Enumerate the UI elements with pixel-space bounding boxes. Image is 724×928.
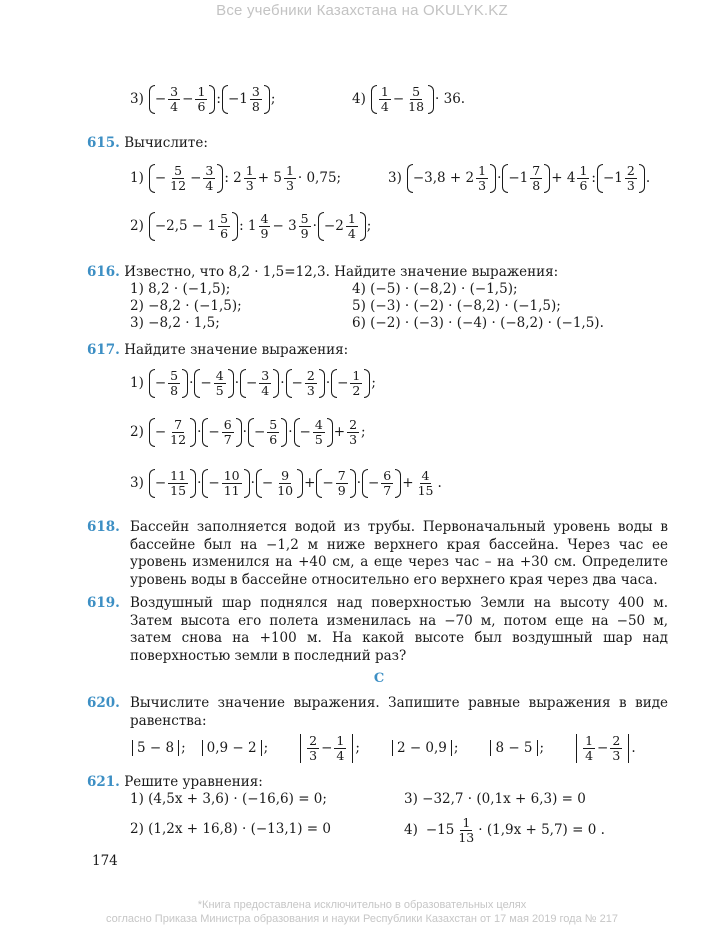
watermark-bottom-line-2: согласно Приказа Министра образования и науки Республики Казахстан от 17 мая 2019 года № 217 <box>106 913 618 925</box>
exercise-616-header <box>87 264 558 281</box>
exercise-title: Найдите значение выражения: <box>124 342 349 358</box>
exercise-615-header <box>87 135 208 152</box>
math-paren: − $\frac{2}{3}$ <box>286 369 325 398</box>
math-paren: − $\frac{3}{4}$ <box>240 369 279 398</box>
page-number: 174 <box>92 853 118 869</box>
exercise-620-text: Вычислите значение выражения. Запишите равные выражения в виде равенства: <box>130 695 668 729</box>
item-label: 1) <box>130 375 144 391</box>
item-label: 4) <box>404 822 418 838</box>
exercise-621-header <box>87 774 263 791</box>
math-paren: − $\frac{7}{9}$ <box>316 469 355 498</box>
exercise-620-number: 620. <box>87 695 120 711</box>
math-paren: −1 $\frac{3}{8}$ <box>222 85 270 114</box>
item-label: 3) <box>130 91 144 107</box>
item-label: 2) <box>130 218 144 234</box>
item-label: 1) <box>130 170 144 186</box>
math-paren: − $\frac{6}{7}$ <box>202 418 241 447</box>
exercise-title: Вычислите: <box>124 135 208 151</box>
equation-tail: · (1,9x + 5,7) = 0 . <box>478 822 605 838</box>
exercise-614-item-3: 3) − $\frac{3}{4}$ − $\frac{1}{6}$ : −1 $\frac{3}{8}$ ; <box>130 83 276 114</box>
exercise-620-expressions: 5 − 8 ; 0,9 − 2 ; $\frac{2}{3}$ − $\frac{1}{4}$ ; 2 − 0,9 ; 8 − 5 ; $\frac{1}{4}$ − $\frac{2}{3}$ . <box>130 726 636 770</box>
exercise-618-number: 618. <box>87 519 120 535</box>
exercise-title: Решите уравнения: <box>124 774 263 790</box>
exercise-617-item-1: 1) − $\frac{5}{8}$ · − $\frac{4}{5}$ · − $\frac{3}{4}$ · − $\frac{2}{3}$ · − $\frac{1}{2}$ ; <box>130 367 376 398</box>
math-paren: − $\frac{11}{15}$ <box>149 469 196 498</box>
math-paren: $\frac{1}{4}$ − $\frac{5}{18}$ <box>371 85 434 114</box>
abs-expression: 2 − 0,9 <box>392 740 452 756</box>
math-paren: − $\frac{4}{5}$ <box>194 369 233 398</box>
math-paren: − $\frac{4}{5}$ <box>294 418 333 447</box>
exercise-616-item-2: 2) −8,2 · (−1,5); <box>130 298 242 314</box>
exercise-614-item-4: 4) $\frac{1}{4}$ − $\frac{5}{18}$ · 36. <box>352 83 466 114</box>
item-label: 3) <box>130 475 144 491</box>
exercise-617-item-3: 3) − $\frac{11}{15}$ · − $\frac{10}{11}$ · − $\frac{9}{10}$ + − $\frac{7}{9}$ · − $\frac{6}{7}$ + $\frac{4}{15}$ . <box>130 467 442 498</box>
abs-expression: 0,9 − 2 <box>202 740 262 756</box>
math-paren: − $\frac{5}{8}$ <box>149 369 188 398</box>
exercise-616-item-3: 3) −8,2 · 1,5; <box>130 315 220 331</box>
exercise-621-item-3: 3) −32,7 · (0,1x + 6,3) = 0 <box>404 791 586 807</box>
exercise-619-number: 619. <box>87 595 120 611</box>
exercise-621-item-2: 2) (1,2x + 16,8) · (−13,1) = 0 <box>130 821 331 837</box>
math-paren: −1 $\frac{7}{8}$ <box>502 164 550 193</box>
exercise-618-text: Бассейн заполняется водой из трубы. Первоначальный уровень воды в бассейне был на −1,2 м ниже верхнего края бассейна. Через час ее уровень изменился на +40 см, а еще через час – на +30 см. Определите уровень воды в бассейне относительно его верхнего края через два часа. <box>130 519 668 588</box>
exercise-616-item-4: 4) (−5) · (−8,2) · (−1,5); <box>352 281 518 297</box>
exercise-number: 616. <box>87 264 120 280</box>
exercise-number: 615. <box>87 135 120 151</box>
exercise-number: 621. <box>87 774 120 790</box>
exercise-number: 617. <box>87 342 120 358</box>
math-paren: − $\frac{10}{11}$ <box>202 469 249 498</box>
exercise-619-text: Воздушный шар поднялся над поверхностью Земли на высоту 400 м. Затем высота его полета изменилась на −70 м, потом еще на −50 м, затем снова на +100 м. На какой высоте был воздушный шар над поверхностью земли в последний раз? <box>130 595 668 664</box>
watermark-bottom-line-1: *Книга предоставлена исключительно в образовательных целях <box>197 899 527 911</box>
exercise-title: Известно, что 8,2 · 1,5=12,3. Найдите значение выражения: <box>124 264 559 280</box>
abs-expression: $\frac{2}{3}$ − $\frac{1}{4}$ <box>300 734 353 763</box>
item-label: 4) <box>352 91 366 107</box>
item-label: 2) <box>130 424 144 440</box>
math-paren: − $\frac{1}{2}$ <box>331 369 370 398</box>
section-letter: C <box>373 671 385 686</box>
math-paren: − $\frac{9}{10}$ <box>256 469 303 498</box>
math-paren: −2 $\frac{1}{4}$ <box>318 212 366 241</box>
math-paren: −3,8 + 2 $\frac{1}{3}$ <box>407 164 496 193</box>
math-paren: − $\frac{7}{12}$ <box>149 418 196 447</box>
math-paren: − $\frac{3}{4}$ − $\frac{1}{6}$ <box>149 85 216 114</box>
watermark-top: Все учебники Казахстана на OKULYK.KZ <box>216 2 508 19</box>
math-paren: − $\frac{5}{12}$ − $\frac{3}{4}$ <box>149 164 223 193</box>
math-paren: −2,5 − 1 $\frac{5}{6}$ <box>149 212 238 241</box>
abs-expression: $\frac{1}{4}$ − $\frac{2}{3}$ <box>576 734 629 763</box>
abs-expression: 5 − 8 <box>132 740 179 756</box>
math-paren: − $\frac{6}{7}$ <box>362 469 401 498</box>
exercise-616-item-6: 6) (−2) · (−3) · (−4) · (−8,2) · (−1,5). <box>352 315 604 331</box>
item-label: 3) <box>388 170 402 186</box>
math-paren: −1 $\frac{2}{3}$ <box>597 164 645 193</box>
abs-expression: 8 − 5 <box>490 740 537 756</box>
exercise-615-item-3: 3) −3,8 + 2 $\frac{1}{3}$ · −1 $\frac{7}{8}$ + 4 $\frac{1}{6}$ : −1 $\frac{2}{3}$ . <box>388 162 651 193</box>
exercise-617-header <box>87 342 348 359</box>
exercise-621-item-4: 4) −15 $\frac{1}{13}$ · (1,9x + 5,7) = 0 . <box>404 814 605 845</box>
exercise-615-item-1: 1) − $\frac{5}{12}$ − $\frac{3}{4}$ : 2 $\frac{1}{3}$ + 5 $\frac{1}{3}$ · 0,75; <box>130 162 342 193</box>
math-paren: − $\frac{5}{6}$ <box>248 418 287 447</box>
exercise-617-item-2: 2) − $\frac{7}{12}$ · − $\frac{6}{7}$ · − $\frac{5}{6}$ · − $\frac{4}{5}$ + $\frac{2}{3}$ ; <box>130 416 366 447</box>
exercise-621-item-1: 1) (4,5x + 3,6) · (−16,6) = 0; <box>130 791 327 807</box>
exercise-615-item-2: 2) −2,5 − 1 $\frac{5}{6}$ : 1 $\frac{4}{9}$ − 3 $\frac{5}{9}$ · −2 $\frac{1}{4}$ ; <box>130 210 372 241</box>
exercise-616-item-5: 5) (−3) · (−2) · (−8,2) · (−1,5); <box>352 298 561 314</box>
exercise-616-item-1: 1) 8,2 · (−1,5); <box>130 281 231 297</box>
